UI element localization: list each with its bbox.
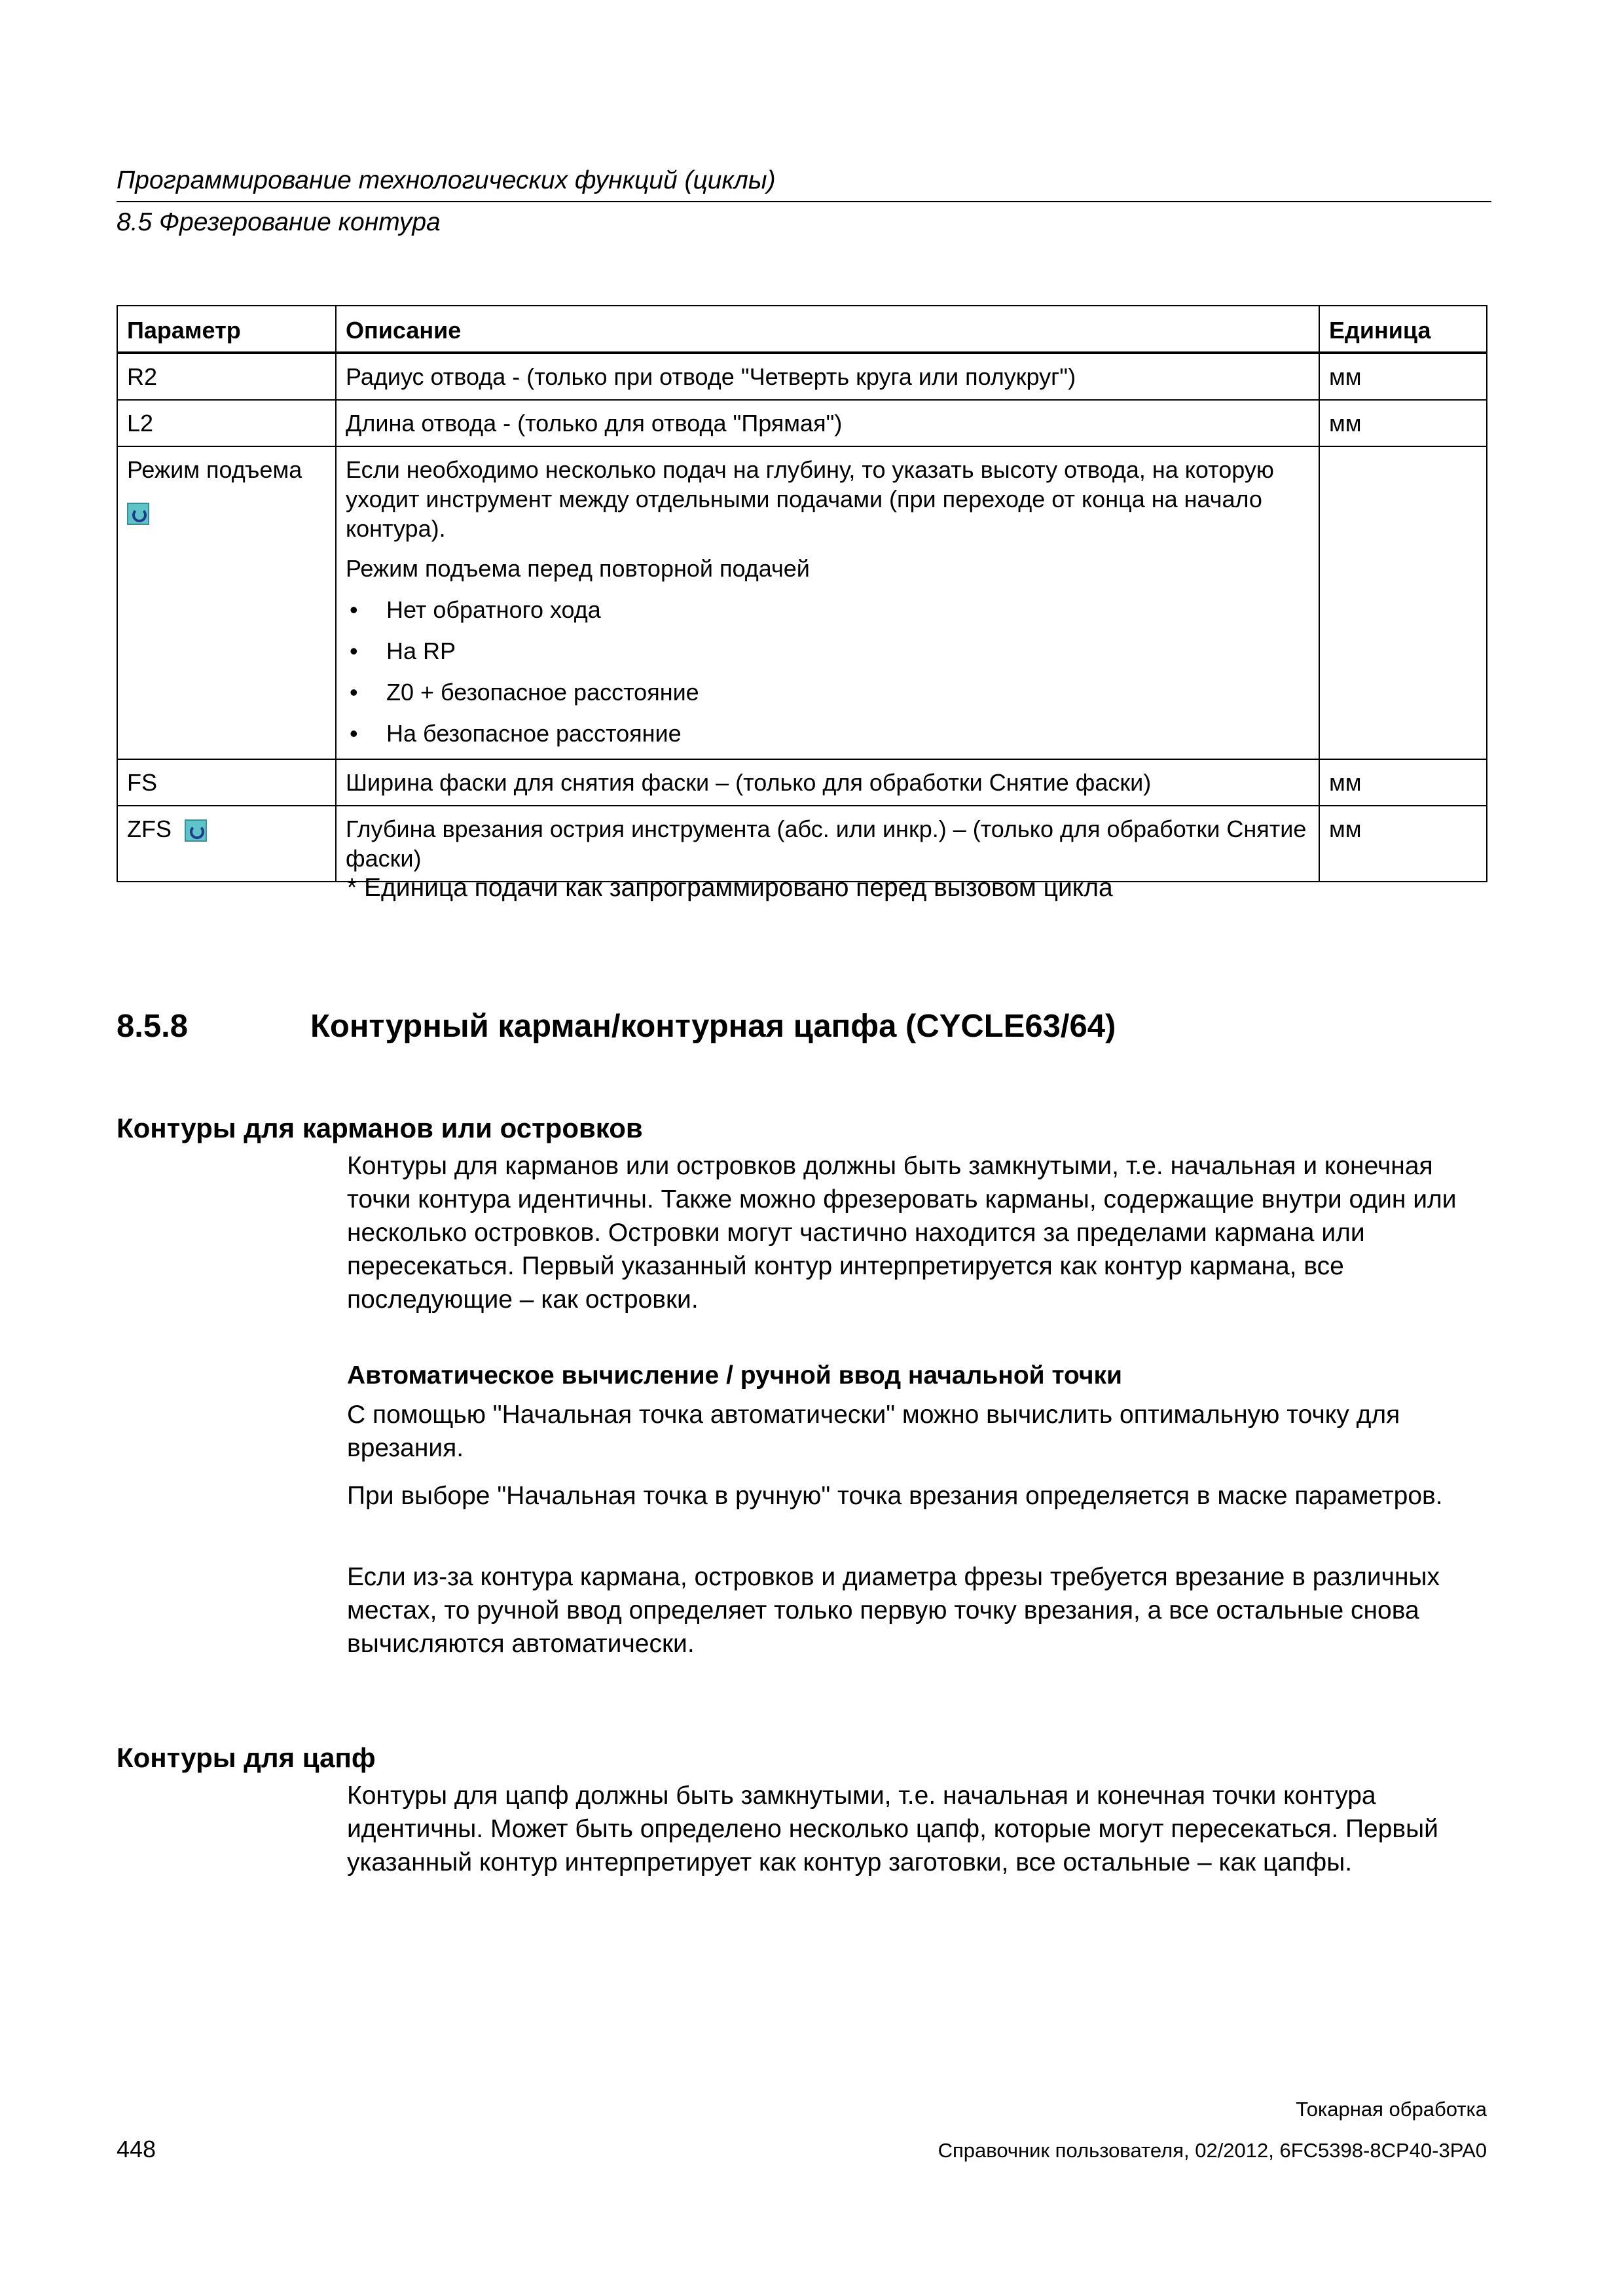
- param-cell: L2: [117, 400, 336, 446]
- toggle-icon: [185, 819, 207, 842]
- unit-cell: мм: [1319, 759, 1487, 806]
- unit-cell: [1319, 446, 1487, 759]
- table-row: [117, 446, 1487, 759]
- footer-manual: Справочник пользователя, 02/2012, 6FC5398-8CP40-3PA0: [938, 2139, 1487, 2162]
- param-cell: [117, 446, 336, 759]
- list-item: • На безопасное расстояние: [346, 719, 1311, 748]
- subsection-heading: Контуры для цапф: [117, 1742, 376, 1773]
- column-header-unit: Единица: [1319, 306, 1487, 353]
- page-number: 448: [117, 2136, 156, 2162]
- desc-cell: Ширина фаски для снятия фаски – (только для обработки Снятие фаски): [336, 759, 1319, 806]
- desc-text: Если необходимо несколько подач на глубину, то указать высоту отвода, на которую уходит инструмент между отдельными подачами (при переходе от конца на начало контура).: [346, 456, 1274, 542]
- paragraph-text: Контуры для карманов или островков должны быть замкнутыми, т.е. начальная и конечная точки контура идентичны. Также можно фрезеровать карманы, содержащие внутри один или несколько островков. Островки могут частично находится за пределами кармана или пересекаться. Первый указанный контур интерпретируется как контур кармана, все последующие – как островки.: [347, 1152, 1457, 1314]
- running-header-chapter: Программирование технологических функций (циклы): [117, 166, 776, 194]
- paragraph: [347, 1479, 1489, 1513]
- param-label: Режим подъема: [127, 456, 302, 483]
- desc-cell: [336, 446, 1319, 759]
- list-item: • Нет обратного хода: [346, 595, 1311, 624]
- paragraph-text: С помощью "Начальная точка автоматически" можно вычислить оптимальную точку для врезания.: [347, 1401, 1400, 1462]
- table-row: [117, 400, 1487, 446]
- section-number: 8.5.8: [117, 1009, 188, 1044]
- table-row: [117, 806, 1487, 882]
- desc-cell: Глубина врезания острия инструмента (абс. или инкр.) – (только для обработки Снятие фаски): [336, 806, 1319, 882]
- desc-cell: Длина отвода - (только для отвода "Прямая"): [336, 400, 1319, 446]
- paragraph: [347, 1398, 1489, 1465]
- paragraph-text: Контуры для цапф должны быть замкнутыми, т.е. начальная и конечная точки контура идентичны. Может быть определено несколько цапф, которые могут пересекаться. Первый указанный контур интерпретирует как контур заготовки, все остальные – как цапфы.: [347, 1782, 1438, 1876]
- param-cell: FS: [117, 759, 336, 806]
- column-header-description: Описание: [336, 306, 1319, 353]
- paragraph: [347, 1779, 1489, 1879]
- section-title: Контурный карман/контурная цапфа (CYCLE63/64): [310, 1009, 1116, 1044]
- desc-cell: Радиус отвода - (только при отводе "Четверть круга или полукруг"): [336, 353, 1319, 400]
- unit-cell: мм: [1319, 806, 1487, 882]
- header-rule: [117, 201, 1491, 202]
- subsection-heading: Контуры для карманов или островков: [117, 1113, 643, 1143]
- running-header-section: 8.5 Фрезерование контура: [117, 208, 441, 236]
- unit-cell: мм: [1319, 353, 1487, 400]
- param-cell: R2: [117, 353, 336, 400]
- paragraph-text: Если из-за контура кармана, островков и диаметра фрезы требуется врезание в различных местах, то ручной ввод определяет только первую точку врезания, а все остальные снова вычисляются автоматически.: [347, 1563, 1440, 1658]
- table-row: [117, 353, 1487, 400]
- unit-cell: мм: [1319, 400, 1487, 446]
- table-row: [117, 759, 1487, 806]
- param-cell: [117, 806, 336, 882]
- param-label: ZFS: [127, 816, 172, 842]
- column-header-parameter: Параметр: [117, 306, 336, 353]
- list-item: • Z0 + безопасное расстояние: [346, 677, 1311, 707]
- paragraph: [347, 1149, 1489, 1316]
- subsection-heading: Автоматическое вычисление / ручной ввод начальной точки: [347, 1361, 1123, 1390]
- list-item: • На RP: [346, 636, 1311, 666]
- table-footnote: * Единица подачи как запрограммировано перед вызовом цикла: [347, 874, 1113, 902]
- footer-product: Токарная обработка: [1296, 2098, 1487, 2121]
- option-list: [346, 595, 1311, 748]
- desc-text-2: Режим подъема перед повторной подачей: [346, 555, 810, 582]
- toggle-icon: [127, 503, 149, 525]
- table-header-row: [117, 306, 1487, 353]
- paragraph: [347, 1560, 1489, 1660]
- paragraph-text: При выборе "Начальная точка в ручную" точка врезания определяется в маске параметров.: [347, 1482, 1443, 1510]
- parameter-table: [117, 305, 1487, 882]
